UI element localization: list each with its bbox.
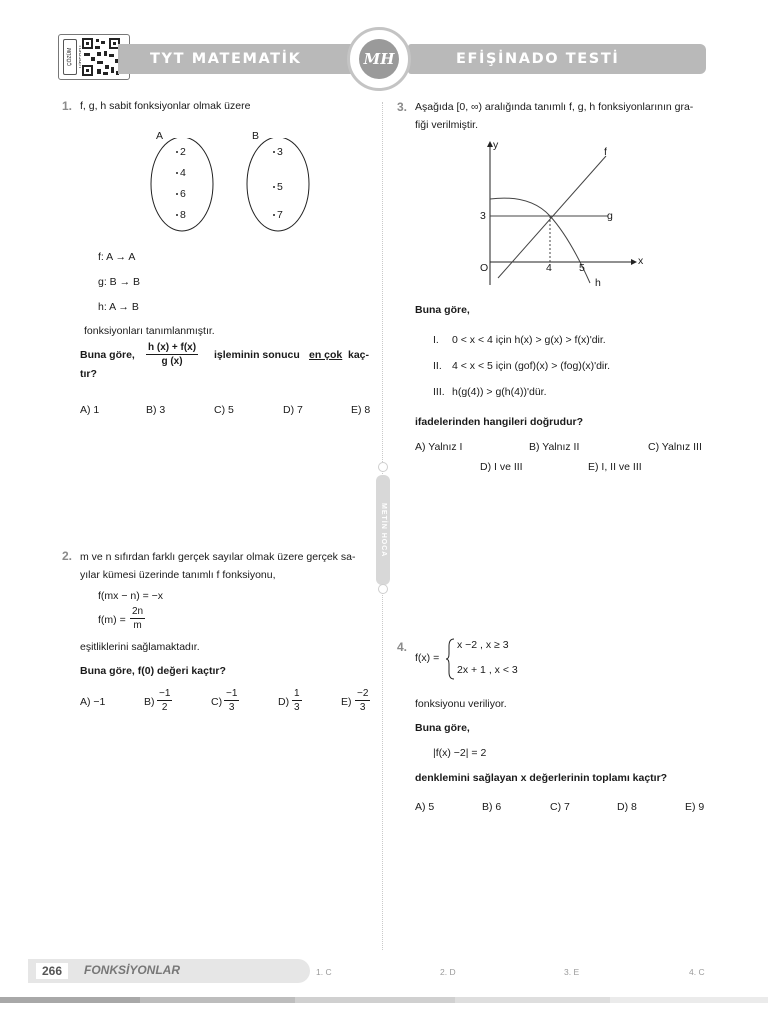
q2-option-c-label: C) bbox=[211, 696, 223, 708]
q4-number: 4. bbox=[397, 640, 408, 654]
q3-g-label: g bbox=[607, 210, 613, 222]
q2-eq2-numerator: 2n bbox=[132, 606, 144, 617]
q1-set-a-item: 2 bbox=[180, 146, 186, 158]
q3-item-1-text: 0 < x < 4 için h(x) > g(x) > f(x)'dir. bbox=[452, 334, 606, 346]
q2-equation-1: f(mx − n) = −x bbox=[98, 590, 164, 602]
q1-fraction bbox=[146, 342, 198, 367]
q2-option-e-numerator: −2 bbox=[357, 688, 369, 699]
divider-bottom-circle bbox=[378, 584, 388, 594]
q3-y-tick-3: 3 bbox=[480, 210, 486, 222]
q1-option-c[interactable]: C) 5 bbox=[214, 404, 234, 416]
q1-def-f: f: A → A bbox=[98, 251, 136, 263]
answer-key-1: 1. C bbox=[316, 967, 332, 977]
q3-item-2-roman: II. bbox=[433, 360, 442, 372]
q3-option-a[interactable]: A) Yalnız I bbox=[415, 441, 463, 453]
q3-item-1-roman: I. bbox=[433, 334, 439, 346]
page-number: 266 bbox=[36, 963, 68, 979]
q2-eq2-denominator: m bbox=[133, 620, 142, 631]
q2-equation-2-fraction bbox=[130, 606, 145, 631]
q2-option-b-label: B) bbox=[144, 696, 155, 708]
q2-option-d-numerator: 1 bbox=[294, 688, 300, 699]
q4-option-a[interactable]: A) 5 bbox=[415, 801, 435, 813]
q4-equation: |f(x) −2| = 2 bbox=[433, 747, 487, 759]
q3-item-2-text: 4 < x < 5 için (gof)(x) > (fog)(x)'dir. bbox=[452, 360, 611, 372]
q3-option-e[interactable]: E) I, II ve III bbox=[588, 461, 642, 473]
q1-option-a[interactable]: A) 1 bbox=[80, 404, 100, 416]
q1-prompt-emphasis: en çok bbox=[309, 349, 343, 361]
footer-stripe bbox=[610, 997, 768, 1003]
q1-def-h: h: A → B bbox=[98, 301, 139, 313]
q1-option-b[interactable]: B) 3 bbox=[146, 404, 166, 416]
q2-number: 2. bbox=[62, 549, 73, 563]
answer-key-2: 2. D bbox=[440, 967, 456, 977]
q1-prompt-mid: işleminin sonucu bbox=[214, 349, 300, 361]
q3-x-tick-4: 4 bbox=[546, 262, 552, 274]
q2-option-b-fraction bbox=[157, 688, 172, 713]
q2-option-d-label: D) bbox=[278, 696, 290, 708]
q2-option-d-denominator: 3 bbox=[294, 702, 300, 713]
q1-prompt-end: kaç- bbox=[348, 349, 370, 361]
q2-line2: yılar kümesi üzerinde tanımlı f fonksiyonu, bbox=[80, 569, 276, 581]
q3-option-b[interactable]: B) Yalnız II bbox=[529, 441, 580, 453]
header-subject-title: TYT MATEMATİK bbox=[150, 51, 302, 67]
q4-prompt: Buna göre, bbox=[415, 722, 470, 734]
q4-option-d[interactable]: D) 8 bbox=[617, 801, 637, 813]
q2-option-c-denominator: 3 bbox=[228, 702, 235, 713]
q4-question: denklemini sağlayan x değerlerinin toplamı kaçtır? bbox=[415, 772, 668, 784]
q2-equation-2-left: f(m) = bbox=[98, 614, 126, 626]
q3-x-axis-label: x bbox=[638, 255, 644, 267]
q4-case-1: x −2 , x ≥ 3 bbox=[457, 639, 509, 651]
q2-option-b-numerator: −1 bbox=[159, 688, 171, 699]
brand-logo bbox=[347, 27, 411, 91]
q3-number: 3. bbox=[397, 100, 408, 114]
footer-stripe bbox=[295, 997, 455, 1003]
q2-option-c-fraction bbox=[224, 688, 239, 713]
q1-set-a-item: 8 bbox=[180, 209, 186, 221]
header-test-title: EFİŞİNADO TESTİ bbox=[456, 51, 620, 67]
q3-line2: fiği verilmiştir. bbox=[415, 119, 479, 131]
q3-item-3-roman: III. bbox=[433, 386, 445, 398]
q1-option-e[interactable]: E) 8 bbox=[351, 404, 371, 416]
answer-key-3: 3. E bbox=[564, 967, 580, 977]
q4-option-b[interactable]: B) 6 bbox=[482, 801, 502, 813]
q1-defined-text: fonksiyonları tanımlanmıştır. bbox=[84, 325, 215, 337]
chapter-title: FONKSİYONLAR bbox=[84, 963, 180, 977]
qr-code-icon bbox=[81, 37, 121, 77]
q1-set-b-label: B bbox=[252, 130, 260, 142]
q3-question: ifadelerinden hangileri doğrudur? bbox=[415, 416, 584, 428]
q1-def-g: g: B → B bbox=[98, 276, 141, 288]
q4-line1: fonksiyonu veriliyor. bbox=[415, 698, 507, 710]
q4-option-c[interactable]: C) 7 bbox=[550, 801, 570, 813]
q2-option-b-denominator: 2 bbox=[161, 702, 168, 713]
q3-option-c[interactable]: C) Yalnız III bbox=[648, 441, 702, 453]
q1-set-b-item: 5 bbox=[277, 181, 283, 193]
q3-prompt: Buna göre, bbox=[415, 304, 470, 316]
q2-option-e-fraction bbox=[355, 688, 370, 713]
q2-line1: m ve n sıfırdan farklı gerçek sayılar olmak üzere gerçek sa- bbox=[80, 551, 356, 563]
q1-fraction-denominator: g (x) bbox=[161, 356, 183, 367]
q4-case-2: 2x + 1 , x < 3 bbox=[457, 664, 518, 676]
q4-brace bbox=[446, 638, 456, 680]
q3-h-label: h bbox=[595, 277, 601, 289]
q1-fraction-numerator: h (x) + f(x) bbox=[148, 342, 197, 353]
q1-venn-diagram bbox=[145, 138, 325, 238]
q4-option-e[interactable]: E) 9 bbox=[685, 801, 705, 813]
q3-f-line bbox=[498, 156, 606, 278]
q1-intro: f, g, h sabit fonksiyonlar olmak üzere bbox=[80, 100, 251, 112]
footer-stripe bbox=[455, 997, 610, 1003]
q3-y-axis-label: y bbox=[493, 139, 499, 151]
q3-origin-label: O bbox=[480, 262, 489, 274]
q3-option-d[interactable]: D) I ve III bbox=[480, 461, 523, 473]
q1-prompt-line2: tır? bbox=[80, 368, 97, 380]
q3-item-3-text: h(g(4)) > g(h(4))'dür. bbox=[452, 386, 547, 398]
answer-key-4: 4. C bbox=[689, 967, 705, 977]
footer-stripe bbox=[140, 997, 295, 1003]
q1-option-d[interactable]: D) 7 bbox=[283, 404, 303, 416]
q2-option-c-numerator: −1 bbox=[226, 688, 238, 699]
q1-set-b-item: 7 bbox=[277, 209, 283, 221]
q2-prompt: Buna göre, f(0) değeri kaçtır? bbox=[80, 665, 226, 677]
qr-label: ÇÖZÜM bbox=[63, 39, 77, 75]
q3-function-graph bbox=[470, 138, 650, 293]
q3-x-tick-5: 5 bbox=[579, 262, 585, 274]
q1-set-a-item: 4 bbox=[180, 167, 186, 179]
q2-option-e-denominator: 3 bbox=[359, 702, 366, 713]
footer-stripe bbox=[0, 997, 140, 1003]
q2-option-a[interactable]: A) −1 bbox=[80, 696, 106, 708]
q1-set-a-item: 6 bbox=[180, 188, 186, 200]
q1-number: 1. bbox=[62, 99, 73, 113]
q2-option-e-label: E) bbox=[341, 696, 352, 708]
q4-function-left: f(x) = bbox=[415, 652, 440, 664]
q2-option-d-fraction bbox=[292, 688, 302, 713]
divider-label: METİN HOCA bbox=[376, 475, 390, 585]
q3-line1: Aşağıda [0, ∞) aralığında tanımlı f, g, h fonksiyonlarının gra- bbox=[415, 101, 694, 113]
q1-set-a-label: A bbox=[156, 130, 164, 142]
q1-prompt-start: Buna göre, bbox=[80, 349, 135, 361]
divider-top-circle bbox=[378, 462, 388, 472]
logo-text: MH bbox=[359, 39, 399, 79]
q2-line3: eşitliklerini sağlamaktadır. bbox=[80, 641, 200, 653]
q1-set-b-item: 3 bbox=[277, 146, 283, 158]
q3-f-label: f bbox=[604, 146, 607, 158]
